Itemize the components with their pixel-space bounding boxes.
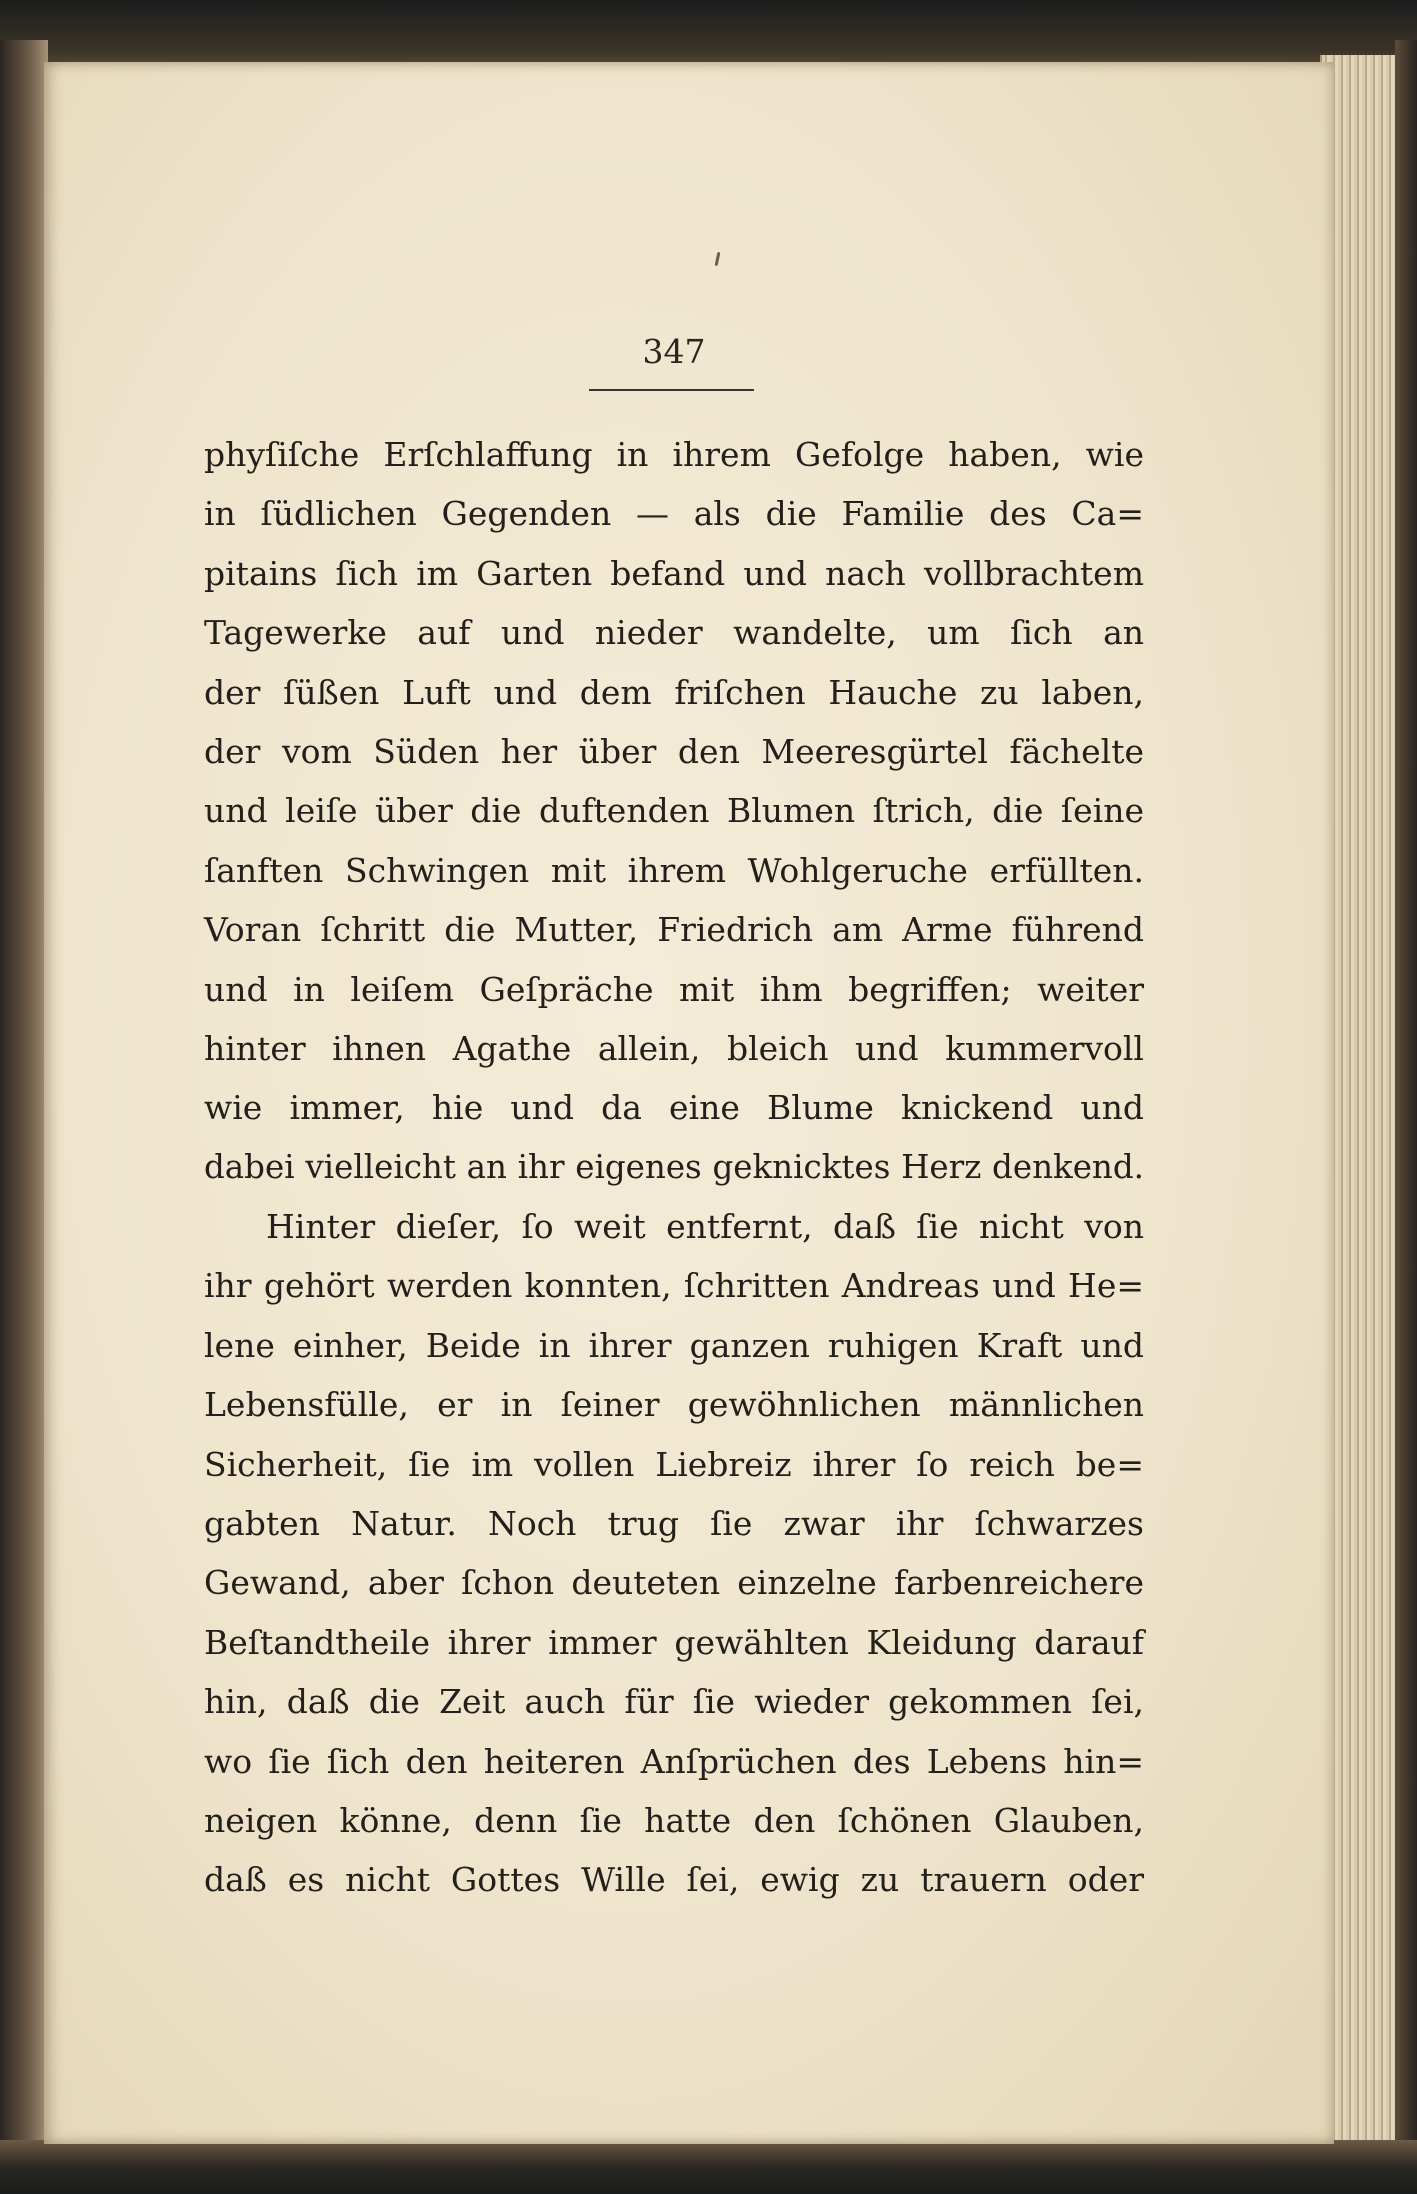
text-line: ihr gehört werden konnten, ſchritten Andreas und He= bbox=[204, 1266, 1144, 1306]
text-line: pitains ſich im Garten befand und nach vollbrachtem bbox=[204, 553, 1144, 593]
text-line: in ſüdlichen Gegenden — als die Familie des Ca= bbox=[204, 494, 1144, 534]
text-line: daß es nicht Gottes Wille ſei, ewig zu trauern oder bbox=[204, 1860, 1144, 1900]
page-number: 347 bbox=[642, 332, 706, 371]
text-line: Gewand, aber ſchon deuteten einzelne farbenreichere bbox=[204, 1563, 1144, 1603]
cover-edge bbox=[1395, 40, 1417, 2160]
book-binding-left bbox=[0, 40, 48, 2150]
text-line: der vom Süden her über den Meeresgürtel fächelte bbox=[204, 731, 1144, 771]
body-text bbox=[204, 425, 1144, 1910]
text-line: phyſiſche Erſchlaffung in ihrem Gefolge haben, wie bbox=[204, 435, 1144, 474]
text-line: hin, daß die Zeit auch für ſie wieder gekommen ſei, bbox=[204, 1682, 1144, 1722]
paragraph-start-line: Hinter dieſer, ſo weit entfernt, daß ſie nicht von bbox=[266, 1207, 1144, 1247]
text-line: Beſtandtheile ihrer immer gewählten Kleidung darauf bbox=[204, 1622, 1144, 1662]
text-line: gabten Natur. Noch trug ſie zwar ihr ſchwarzes bbox=[204, 1504, 1144, 1544]
text-line: lene einher, Beide in ihrer ganzen ruhigen Kraft und bbox=[204, 1325, 1144, 1365]
text-line: Sicherheit, ſie im vollen Liebreiz ihrer ſo reich be= bbox=[204, 1444, 1144, 1484]
text-line: Lebensfülle, er in ſeiner gewöhnlichen männlichen bbox=[204, 1385, 1144, 1425]
book-page bbox=[44, 62, 1334, 2144]
text-line: ſanften Schwingen mit ihrem Wohlgeruche erfüllten. bbox=[204, 850, 1144, 890]
text-line: dabei vielleicht an ihr eigenes geknicktes Herz denkend. bbox=[204, 1147, 1144, 1186]
text-line: und in leiſem Geſpräche mit ihm begriffen; weiter bbox=[204, 969, 1144, 1009]
text-line: der ſüßen Luft und dem friſchen Hauche zu laben, bbox=[204, 672, 1144, 712]
ink-speck bbox=[715, 252, 721, 266]
page-number-rule bbox=[589, 389, 754, 391]
text-line: wie immer, hie und da eine Blume knickend und bbox=[204, 1088, 1144, 1128]
book-binding-top bbox=[0, 0, 1417, 70]
text-line: Tagewerke auf und nieder wandelte, um ſich an bbox=[204, 613, 1144, 653]
text-line: und leiſe über die duftenden Blumen ſtrich, die ſeine bbox=[204, 791, 1144, 831]
text-line: neigen könne, denn ſie hatte den ſchönen Glauben, bbox=[204, 1800, 1144, 1840]
book-binding-bottom bbox=[0, 2140, 1417, 2194]
text-line: wo ſie ſich den heiteren Anſprüchen des Lebens hin= bbox=[204, 1741, 1144, 1781]
text-line: Voran ſchritt die Mutter, Friedrich am Arme führend bbox=[204, 910, 1144, 950]
text-line: hinter ihnen Agathe allein, bleich und kummervoll bbox=[204, 1028, 1144, 1068]
